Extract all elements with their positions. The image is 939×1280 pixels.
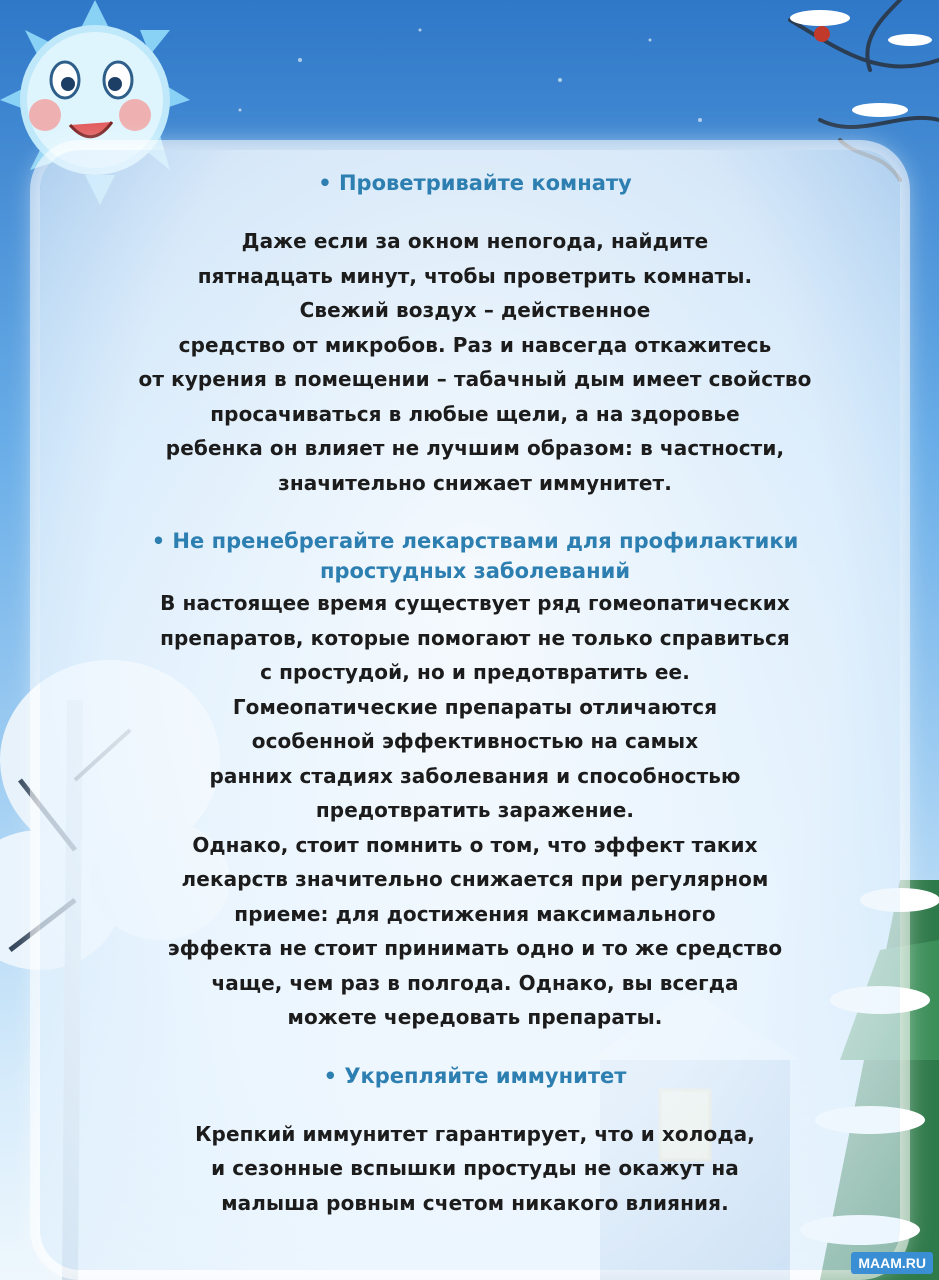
text-line: В настоящее время существует ряд гомеопатических: [160, 591, 790, 615]
site-watermark: MAAM.RU: [851, 1252, 933, 1274]
text-line: Свежий воздух – действенное: [299, 298, 651, 322]
text-line: ребенка он влияет не лучшим образом: в частности,: [165, 436, 785, 460]
text-line: малыша ровным счетом никакого влияния.: [221, 1190, 729, 1215]
section-text-ventilate: [60, 224, 890, 500]
text-line: предотвратить заражение.: [315, 798, 635, 822]
text-line: Крепкий иммунитет гарантирует, что и холода,: [195, 1121, 755, 1146]
text-line: препаратов, которые помогают не только справиться: [160, 625, 790, 650]
text-line: Однако, стоит помнить о том, что эффект таких: [192, 832, 758, 857]
text-line: пятнадцать минут, чтобы проветрить комнаты.: [197, 263, 753, 288]
text-line: с простудой, но и предотвратить ее.: [260, 660, 690, 684]
text-line: приеме: для достижения максимального: [234, 901, 716, 926]
bird: [814, 26, 830, 42]
text-line: ранних стадиях заболевания и способностью: [209, 763, 741, 788]
section-text-medicine: [60, 586, 890, 1035]
text-line: средство от микробов. Раз и навсегда откажитесь: [178, 332, 772, 357]
text-line: особенной эффективностью на самых: [251, 729, 699, 753]
memo-content: [60, 168, 890, 1220]
section-heading-medicine: • Не пренебрегайте лекарствами для профилактики: [151, 529, 799, 553]
section-text-immunity: [60, 1117, 890, 1221]
text-line: от курения в помещении – табачный дым имеет свойство: [138, 367, 812, 391]
text-line: лекарств значительно снижается при регулярном: [181, 867, 769, 891]
section-heading-medicine-cont: простудных заболеваний: [319, 559, 631, 583]
text-line: эффекта не стоит принимать одно и то же средство: [167, 936, 783, 960]
text-line: значительно снижает иммунитет.: [278, 470, 672, 495]
section-heading-ventilate: • Проветривайте комнату: [318, 171, 632, 195]
text-line: просачиваться в любые щели, а на здоровье: [210, 401, 740, 426]
text-line: и сезонные вспышки простуды не окажут на: [211, 1156, 739, 1180]
text-line: Гомеопатические препараты отличаются: [232, 694, 718, 719]
section-heading-immunity: • Укрепляйте иммунитет: [323, 1063, 627, 1088]
text-line: чаще, чем раз в полгода. Однако, вы всегда: [211, 970, 739, 995]
text-line: Даже если за окном непогода, найдите: [241, 229, 709, 253]
text-line: можете чередовать препараты.: [287, 1005, 663, 1029]
